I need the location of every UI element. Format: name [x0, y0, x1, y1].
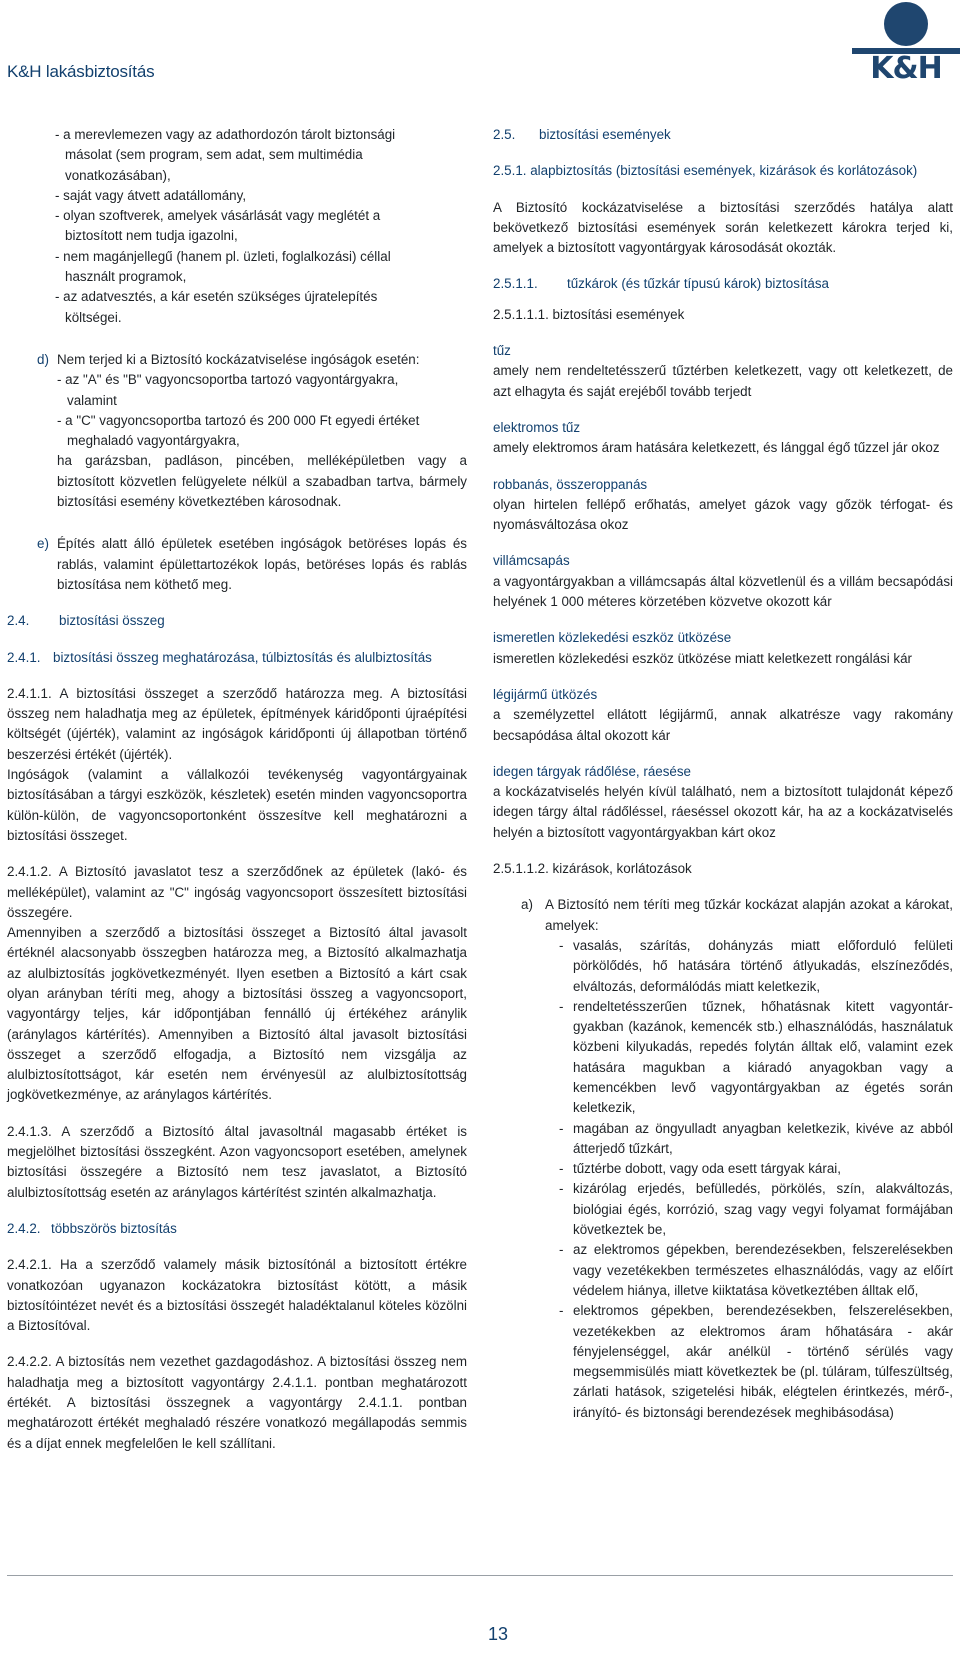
logo-wordmark: K&H: [870, 51, 942, 86]
item-e: [7, 534, 467, 595]
term-name: idegen tárgyak rádőlése, ráesése: [493, 763, 692, 779]
exclusion-item: - vasalás, szárítás, dohányzás miatt előforduló felületi pörkölődés, hő hatására történő átlyukadás, elszíneződés, elváltozás, deformálódás miatt keletkezik,: [559, 937, 953, 994]
exclusion-item: - magában az öngyulladt anyagban keletkezik, kivéve az abból átterjedő tűzkárt,: [559, 1120, 953, 1156]
term-text: a személyzettel ellátott légijármű, annak alkatrésze vagy rakomány becsapódása által okozott kár: [493, 707, 953, 743]
heading-2-5-1: 2.5.1. alapbiztosítás (biztosítási események, kizárások és korlátozások): [493, 163, 918, 179]
term-idegen-targyak: [493, 762, 953, 843]
list-line: biztosított nem tudja igazolni,: [65, 228, 238, 244]
item-d-line: - a "C" vagyoncsoportba tartozó és 200 000 Ft egyedi értéket: [57, 412, 420, 428]
exclusion-a: [493, 895, 953, 936]
term-name: villámcsapás: [493, 553, 570, 569]
paragraph-2-4-1-2-b: Amennyiben a szerződő a biztosítási összeget a Biztosító által javasolt értéknél alacsonyabb összegben határozza meg, a Biztosító alkalmazhatja az alulbiztosítás jogkövetkezményét. Ilyen esetben a Biztosító a kárt csak olyan arányban téríti meg, ahogy a biztosítási összeg a vagyoncsoport, vagyontárgy teljes, kár időpontjában fennálló új értékéhez aránylik (aránylagos kártérítés). Amennyiben a Biztosító által javasolt biztosítási összeget a szerződő elfogadja, a Biztosító nem vizsgálja az alulbiztosítottságot, kár esetén nem érvényesül az alulbiztosítottság jogkövetkezménye, az aránylagos kártérítés.: [7, 925, 467, 1103]
list-line: másolat (sem program, sem adat, sem multimédia: [65, 147, 363, 163]
paragraph-2-4-1-3: 2.4.1.3. A szerződő a Biztosító által javasoltnál magasabb értéket is megjelölhet biztosítási összegként. Azon vagyoncsoport esetében, amelynek biztosítási összegére a Biztosító nem tesz javaslatot, a Biztosító alulbiztosítottság esetén az aránylagos kártérítést szintén alkalmazhatja.: [7, 1123, 467, 1200]
excluded-items-list: [7, 125, 467, 328]
document-title: K&H lakásbiztosítás: [7, 62, 155, 81]
term-name: légijármű ütközés: [493, 686, 598, 702]
heading-2-5-1-1-1: 2.5.1.1.1. biztosítási események: [493, 306, 685, 322]
list-line: használt programok,: [65, 269, 187, 285]
logo-circle-icon: [884, 2, 928, 46]
term-name: robbanás, összeroppanás: [493, 476, 648, 492]
term-text: amely elektromos áram hatására keletkezett, és lánggal égő tűzzel jár okoz: [493, 440, 940, 456]
term-text: ismeretlen közlekedési eszköz ütközése miatt keletkezett rongálási kár: [493, 650, 913, 666]
heading-2-4-1: 2.4.1. biztosítási összeg meghatározása, túlbiztosítás és alulbiztosítás: [7, 649, 432, 665]
term-text: amely nem rendeltetésszerű tűztérben keletkezett, vagy ott keletkezett, de azt elhagyta és saját erejéből tovább terjedt: [493, 363, 953, 399]
paragraph-2-4-1-2: 2.4.1.2. A Biztosító javaslatot tesz a szerződőnek az épületek (lakó- és melléképület), valamint az "C" ingóság vagyoncsoport összesített biztosítási összegére.: [7, 864, 467, 920]
term-villamcsapas: [493, 551, 953, 612]
item-d: [7, 350, 467, 512]
term-name: elektromos tűz: [493, 419, 581, 435]
exclusion-a-items: [493, 936, 953, 1423]
heading-2-5-1-1-2: 2.5.1.1.2. kizárások, korlátozások: [493, 861, 692, 877]
item-d-line: Nem terjed ki a Biztosító kockázatviselése ingóságok esetén:: [57, 351, 420, 367]
term-text: a kockázatviselés helyén kívül található, nem a biztosított tulajdonát képező idegen tárgy által rádőléssel, ráeséssel okozott kár, ha az a kockázatviselés helyén a biztosított vagyontárgyakban kárt okoz: [493, 784, 953, 840]
list-line: - nem magánjellegű (hanem pl. üzleti, foglalkozási) céllal: [55, 248, 391, 264]
list-line: vonatkozásában),: [65, 167, 171, 183]
item-d-tail: ha garázsban, padláson, pincében, melléképületben vagy a biztosított közvetlen felügyelete nélkül a szabadban tartva, bármely biztosítási esemény következtében károsodnak.: [57, 453, 467, 510]
heading-2-5-1-1: 2.5.1.1. tűzkárok (és tűzkár típusú károk) biztosítása: [493, 276, 829, 292]
list-line: - saját vagy átvett adatállomány,: [55, 187, 247, 203]
list-line: költségei.: [65, 309, 122, 325]
exclusion-item: - tűztérbe dobott, vagy oda esett tárgyak kárai,: [559, 1161, 841, 1177]
exclusion-item: - elektromos gépekben, berendezésekben, felszerelésekben, vezetékekben az elektromos áram hőhatására - akár fényjelenséggel, akár anélkül - történő sérülés vagy megsemmisülés miatt következtek be (pl. túláram, túlfeszültség, zárlati hatások, szigetelési hibák, elégtelen érintkezés, mérő-, irányító- és biztonsági berendezések meghibásodása): [559, 1303, 953, 1420]
heading-2-4-2: 2.4.2. többszörös biztosítás: [7, 1220, 177, 1236]
kh-logo: [852, 0, 960, 90]
heading-2-4: 2.4. biztosítási összeg: [7, 613, 165, 629]
item-e-text: Építés alatt álló épületek esetében ingóságok betöréses lopás és rablás, valamint épülettartozékok lopás, betöréses lopás és rablás biztosítása nem köthető meg.: [57, 536, 467, 592]
list-line: - olyan szoftverek, amelyek vásárlását vagy meglétét a: [55, 208, 381, 224]
exclusion-item: - az elektromos gépekben, berendezésekben, felszerelésekben vagy vezetékekben természetes elhasználódás, vagy az előírt védelem hiánya, illetve kiiktatása következtében álltak elő,: [559, 1242, 953, 1298]
term-tuz: [493, 341, 953, 402]
item-d-line: meghaladó vagyontárgyakra,: [67, 433, 240, 449]
item-e-label: e): [37, 536, 49, 552]
item-d-line: valamint: [67, 392, 117, 408]
heading-2-5: 2.5. biztosítási események: [493, 127, 671, 142]
exclusion-item: - rendeltetésszerűen tűznek, hőhatásnak kitett vagyontár-gyakban (kazánok, kemencék stb.) elhasználódás, használatuk közbeni kilyukadás, repedés folytán álltak elő, valamint ezek hatására magukban a kiáradó anyagokban vagy a kemencékben levő vagyontárgyakban az égetés során keletkezik,: [559, 998, 953, 1116]
left-column: [7, 125, 467, 1454]
footer-divider: [7, 1575, 953, 1576]
term-ismeretlen-kozlekedesi-eszkoz: [493, 628, 953, 669]
item-d-line: - az "A" és "B" vagyoncsoportba tartozó vagyontárgyakra,: [57, 372, 399, 388]
item-d-label: d): [37, 351, 49, 367]
term-elektromos-tuz: [493, 418, 953, 459]
list-line: - az adatvesztés, a kár esetén szükséges újratelepítés: [55, 289, 378, 305]
term-text: a vagyontárgyakban a villámcsapás által közvetlenül és a villám becsapódási helyének 1 000 méteres körzetében közvetve okozott kár: [493, 573, 953, 610]
term-text: olyan hirtelen fellépő erőhatás, amelyet gázok vagy gőzök térfogat- és nyomásváltozása okoz: [493, 496, 953, 533]
list-line: - a merevlemezen vagy az adathordozón tárolt biztonsági: [55, 127, 396, 142]
right-column: [493, 125, 953, 1423]
term-robbanas: [493, 475, 953, 536]
term-name: ismeretlen közlekedési eszköz ütközése: [493, 630, 732, 646]
term-name: tűz: [493, 343, 511, 359]
paragraph-2-5-1: A Biztosító kockázatviselése a biztosítási szerződés hatálya alatt bekövetkező biztosítási események során keletkezett károkra terjed ki, amelyek a biztosított vagyontárgyak károsodását okozták.: [493, 199, 953, 256]
paragraph-2-4-2-1: 2.4.2.1. Ha a szerződő valamely másik biztosítónál a biztosított értékre vonatkozóan ugyanazon kockázatokra biztosítást kötött, a másik biztosítóintézet nevét és a biztosítási összegét haladéktalanul köteles közölni a Biztosítóval.: [7, 1257, 467, 1334]
exclusion-a-intro: A Biztosító nem téríti meg tűzkár kockázat alapján azokat a károkat, amelyek:: [545, 897, 953, 933]
exclusion-item: - kizárólag erjedés, befülledés, pörkölés, szín, alakváltozás, biológiai égés, korrózió, szag vagy vegyi folyamat formájában következtek be,: [559, 1181, 953, 1238]
page-number: 13: [487, 1624, 509, 1644]
paragraph-2-4-1-1: 2.4.1.1. A biztosítási összeget a szerződő határozza meg. A biztosítási összeg nem haladhatja meg az épületek, építmények káridőponti újraépítési költségét (újérték), valamint az ingóságok káridőponti új állapotban történő beszerzési értékét (újérték).: [7, 685, 467, 762]
paragraph-2-4-2-2: 2.4.2.2. A biztosítás nem vezethet gazdagodáshoz. A biztosítási összeg nem haladhatja meg a biztosított vagyontárgy 2.4.1.1. pontban meghatározott értékét. A biztosítási összegnek a vagyontárgy 2.4.1.1. pontban meghatározott értékét meghaladó részére vonatkozó megállapodás semmis és a díjat ennek megfelelően le kell szállítani.: [7, 1354, 467, 1451]
exclusion-a-label: a): [521, 897, 533, 913]
term-legijarmu-utkozes: [493, 685, 953, 746]
paragraph-2-4-1-1-b: Ingóságok (valamint a vállalkozói tevékenység vagyontárgyainak biztosításában a tárgyi eszközök, készletek) esetén minden vagyoncsoportra külön-külön, de vagyoncsoportonként összesítve kell meghatározni a biztosítási összeget.: [7, 767, 467, 843]
